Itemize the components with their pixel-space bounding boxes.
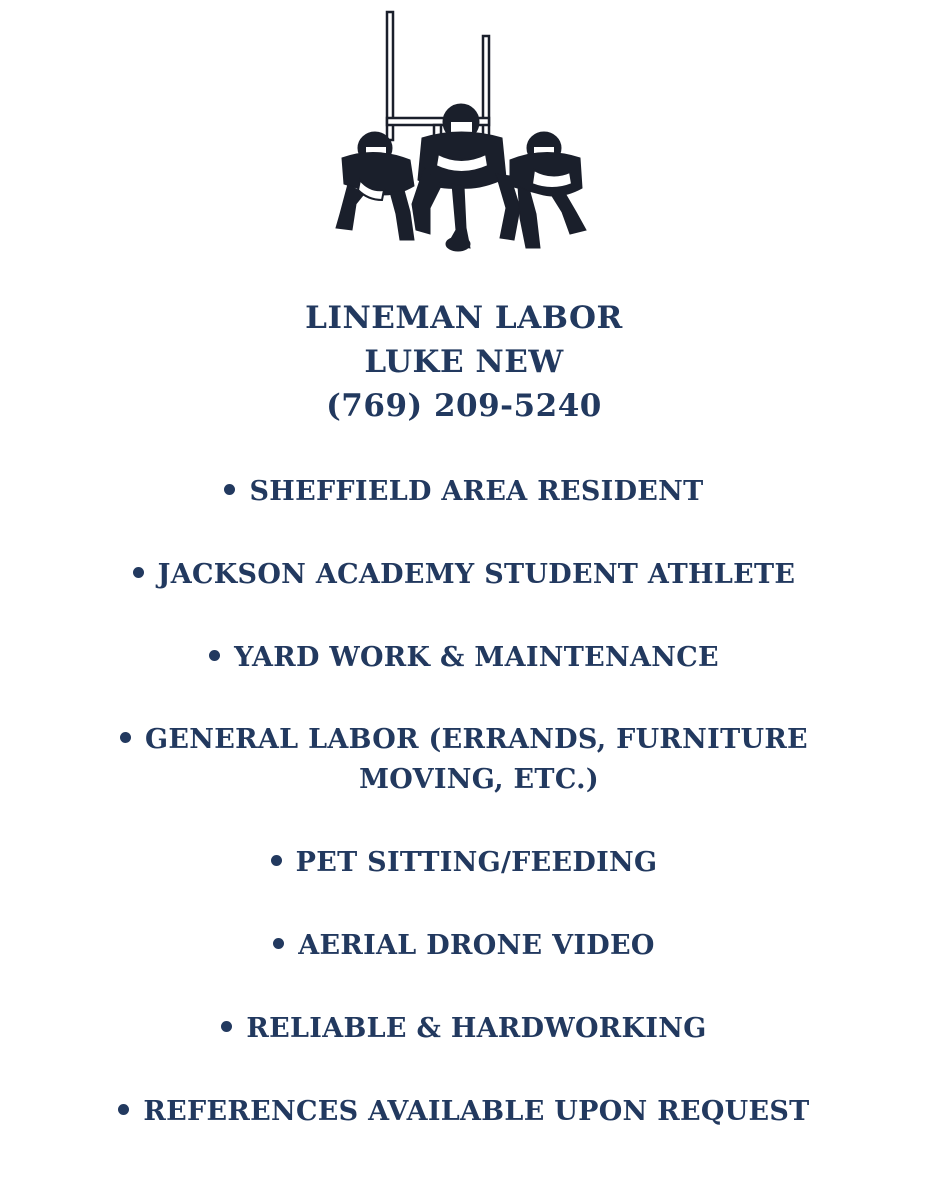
bullet-dot-icon xyxy=(271,855,282,866)
bullet-dot-icon xyxy=(120,732,131,743)
list-item-text: JACKSON ACADEMY STUDENT ATHLETE xyxy=(157,559,796,590)
bullet-dot-icon xyxy=(273,938,284,949)
phone-number: (769) 209-5240 xyxy=(326,388,602,424)
list-item xyxy=(0,843,928,883)
list-item xyxy=(0,1092,928,1132)
list-item-text: REFERENCES AVAILABLE UPON REQUEST xyxy=(143,1096,810,1127)
bullet-dot-icon xyxy=(224,484,235,495)
list-item xyxy=(0,1009,928,1049)
list-item xyxy=(0,555,928,595)
bullet-dot-icon xyxy=(209,650,220,661)
list-item-text: AERIAL DRONE VIDEO xyxy=(298,930,655,961)
bullet-dot-icon xyxy=(133,567,144,578)
list-item-text-continued: MOVING, ETC.) xyxy=(359,764,599,795)
bullet-dot-icon xyxy=(221,1021,232,1032)
football-linemen-logo-icon xyxy=(330,8,592,260)
list-item xyxy=(0,926,928,966)
business-name: LINEMAN LABOR xyxy=(305,300,623,336)
list-item xyxy=(0,720,928,800)
list-item-text: PET SITTING/FEEDING xyxy=(295,847,658,878)
person-name: LUKE NEW xyxy=(364,344,564,380)
list-item-text: SHEFFIELD AREA RESIDENT xyxy=(249,476,704,507)
list-item-text: GENERAL LABOR (ERRANDS, FURNITURE xyxy=(145,724,808,755)
list-item xyxy=(0,638,928,678)
list-item xyxy=(0,472,928,512)
list-item-text: RELIABLE & HARDWORKING xyxy=(246,1013,707,1044)
list-item-text: YARD WORK & MAINTENANCE xyxy=(234,642,719,673)
bullet-dot-icon xyxy=(118,1104,129,1115)
